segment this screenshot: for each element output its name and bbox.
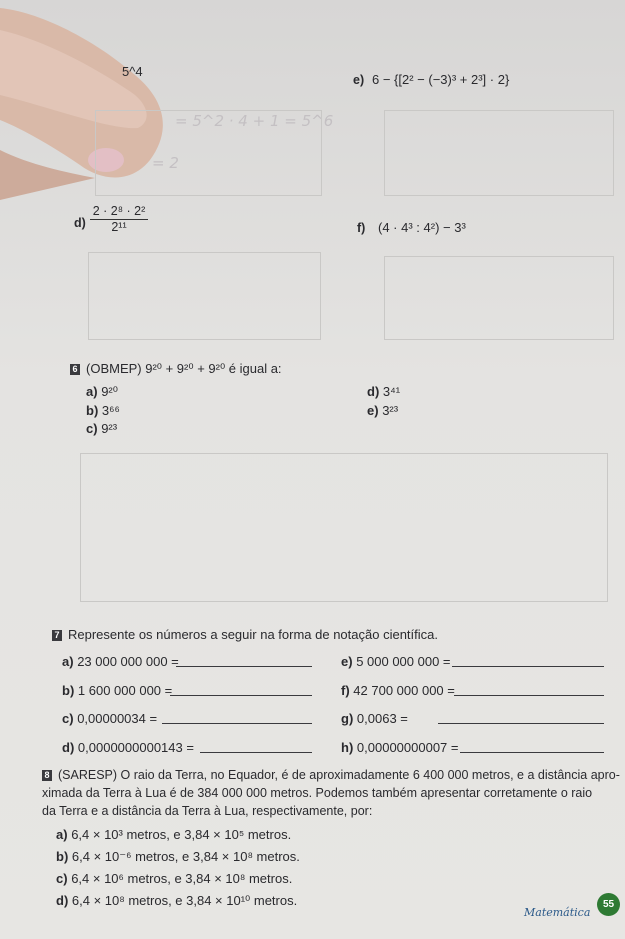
question-7-heading xyxy=(52,627,438,642)
q8-option-a[interactable]: a) 6,4 × 10³ metros, e 3,84 × 10⁵ metros. xyxy=(56,827,292,842)
question-8-line-1: 8 (SARESP) O raio da Terra, no Equador, é de aproximadamente 6 400 000 metros, e a distância apro- xyxy=(42,768,620,782)
q7-item-g: g) 0,0063 = xyxy=(341,711,408,726)
q7-item-a: a) 23 000 000 000 = xyxy=(62,654,179,669)
q7-item-f: f) 42 700 000 000 = xyxy=(341,683,455,698)
q6-option-e[interactable]: e) 3²³ xyxy=(367,403,399,418)
q7-answer-line-e[interactable] xyxy=(452,666,604,667)
q7-item-d: d) 0,0000000000143 = xyxy=(62,740,194,755)
handwritten-note-1: = 5^2 · 4 + 1 = 5^6 xyxy=(175,112,334,130)
q7-item-b: b) 1 600 000 000 = xyxy=(62,683,173,698)
item-e-label: e) xyxy=(353,73,365,87)
answer-box-c[interactable] xyxy=(95,110,322,196)
item-f-expression: (4 · 4³ : 4²) − 3³ xyxy=(378,220,466,235)
q7-answer-line-h[interactable] xyxy=(460,752,604,753)
question-8-line-2: ximada da Terra à Lua é de 384 000 000 metros. Podemos também apresentar corretamente o raio xyxy=(42,786,593,800)
question-7-text: Represente os números a seguir na forma de notação científica. xyxy=(68,627,438,642)
q7-item-h: h) 0,00000000007 = xyxy=(341,740,459,755)
handwritten-note-2: = 2 xyxy=(152,154,179,172)
brand-label: Matemática xyxy=(524,906,591,919)
question-8-number: 8 xyxy=(42,770,52,781)
partial-expression: 5^4 xyxy=(122,64,143,79)
q7-item-e: e) 5 000 000 000 = xyxy=(341,654,451,669)
q7-answer-line-g[interactable] xyxy=(438,723,604,724)
answer-box-e[interactable] xyxy=(384,110,614,196)
question-6-text: (OBMEP) 9²⁰ + 9²⁰ + 9²⁰ é igual a: xyxy=(86,361,282,376)
item-e-expression: 6 − {[2² − (−3)³ + 2³] · 2} xyxy=(372,72,510,87)
q7-answer-line-d[interactable] xyxy=(200,752,312,753)
q7-item-c: c) 0,00000034 = xyxy=(62,711,158,726)
item-d-fraction xyxy=(90,204,148,234)
question-8-line-3: da Terra e a distância da Terra à Lua, respectivamente, por: xyxy=(42,804,373,818)
answer-box-d[interactable] xyxy=(88,252,321,340)
answer-box-f[interactable] xyxy=(384,256,614,340)
q8-option-b[interactable]: b) 6,4 × 10⁻⁶ metros, e 3,84 × 10⁸ metros. xyxy=(56,849,300,864)
q6-option-b[interactable]: b) 3⁶⁶ xyxy=(86,403,120,418)
fraction-numerator: 2 · 2⁸ · 2² xyxy=(90,204,148,220)
q6-option-c[interactable]: c) 9²³ xyxy=(86,421,118,436)
q7-answer-line-f[interactable] xyxy=(454,695,604,696)
q7-answer-line-a[interactable] xyxy=(176,666,312,667)
answer-box-q6[interactable] xyxy=(80,453,608,602)
page-number-badge: 55 xyxy=(597,893,620,916)
question-6-heading xyxy=(70,361,282,377)
question-7-number: 7 xyxy=(52,630,62,641)
item-f-label: f) xyxy=(357,221,366,235)
item-d-label: d) xyxy=(74,216,86,230)
q8-option-c[interactable]: c) 6,4 × 10⁶ metros, e 3,84 × 10⁸ metros. xyxy=(56,871,293,886)
fraction-denominator: 2¹¹ xyxy=(111,220,127,234)
q7-answer-line-b[interactable] xyxy=(170,695,312,696)
q6-option-d[interactable]: d) 3⁴¹ xyxy=(367,384,401,399)
q8-option-d[interactable]: d) 6,4 × 10⁸ metros, e 3,84 × 10¹⁰ metros. xyxy=(56,893,298,908)
q6-option-a[interactable]: a) 9²⁰ xyxy=(86,384,118,399)
question-6-number: 6 xyxy=(70,364,80,375)
q7-answer-line-c[interactable] xyxy=(162,723,312,724)
